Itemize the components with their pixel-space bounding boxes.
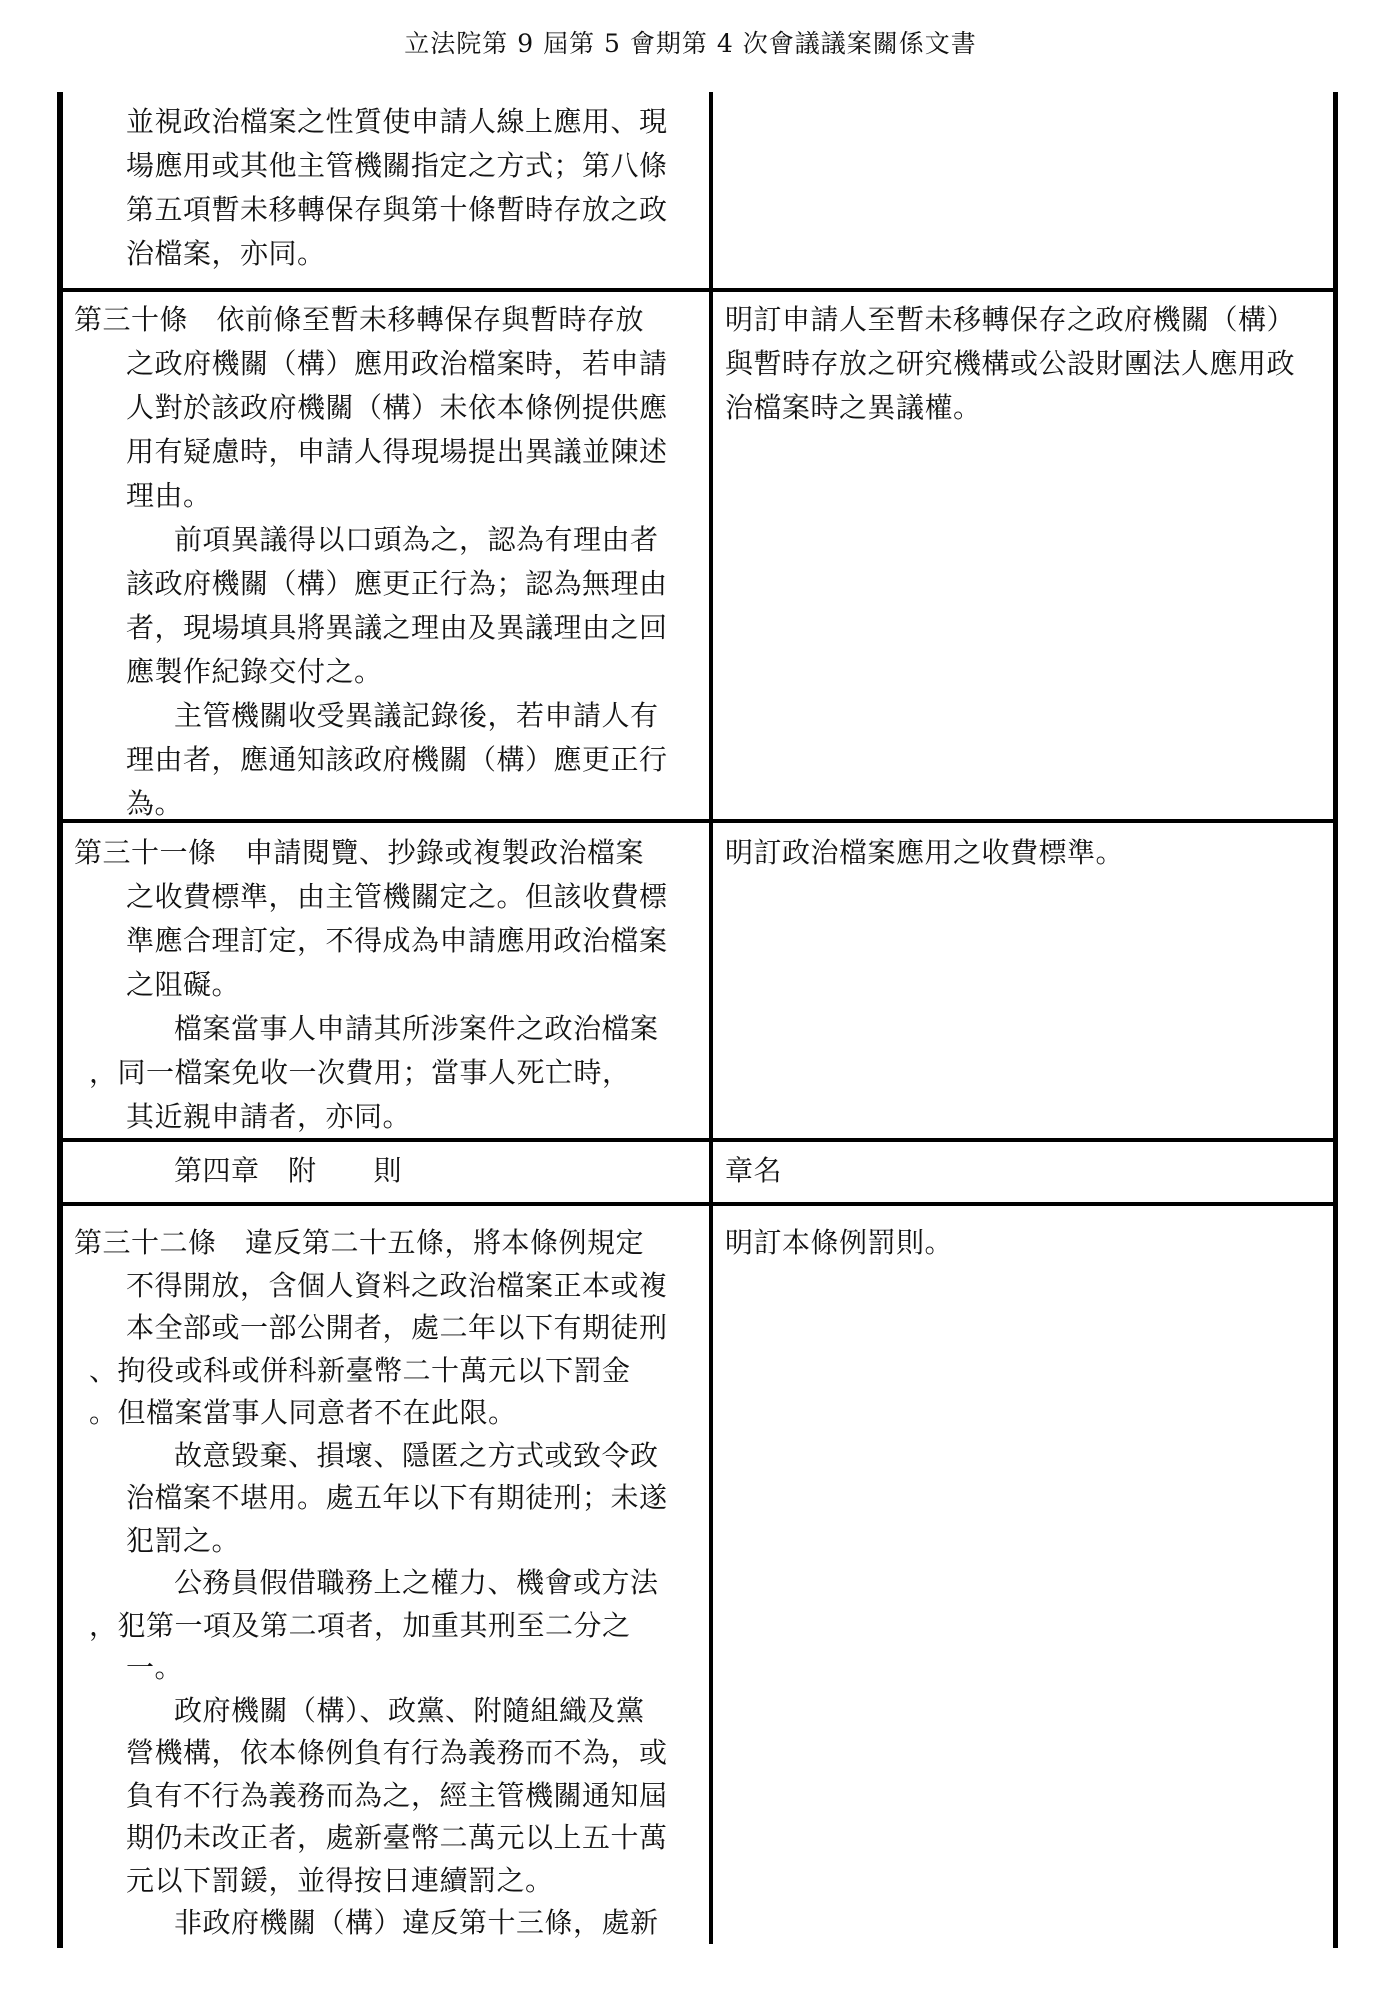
provision-cell: [63, 1142, 713, 1202]
text-line: 明訂申請人至暫未移轉保存之政府機關（構）: [725, 303, 1296, 336]
text-line: 場應用或其他主管機關指定之方式；第八條: [126, 149, 668, 182]
text-line: 一。: [126, 1651, 184, 1684]
text-line: 治檔案，亦同。: [126, 237, 326, 270]
row-article-32: [63, 1206, 1333, 1944]
provision-cell: [63, 92, 713, 288]
text-line: 應製作紀錄交付之。: [126, 655, 383, 688]
text-line: 主管機關收受異議記錄後，若申請人有: [174, 699, 659, 732]
text-line: ，犯第一項及第二項者，加重其刑至二分之: [89, 1608, 631, 1642]
text-line: ，同一檔案免收一次費用；當事人死亡時，: [89, 1056, 631, 1089]
text-line: 非政府機關（構）違反第十三條，處新: [174, 1906, 659, 1939]
text-line: 負有不行為義務而為之，經主管機關通知屆: [126, 1778, 668, 1812]
row-article-31: [63, 823, 1333, 1142]
text-line: 元以下罰鍰，並得按日連續罰之。: [126, 1863, 554, 1897]
explanation-cell: [713, 1142, 1333, 1202]
text-line: 營機構，依本條例負有行為義務而不為，或: [126, 1736, 668, 1769]
explanation-cell: [713, 823, 1333, 1138]
row-article-30: [63, 292, 1333, 823]
text-line: 第三十一條 申請閱覽、抄錄或複製政治檔案: [74, 836, 645, 869]
text-line: 理由者，應通知該政府機關（構）應更正行: [126, 743, 668, 776]
explanation-cell: [713, 92, 1333, 288]
provision-cell: [63, 823, 713, 1138]
text-line: 其近親申請者，亦同。: [126, 1100, 412, 1133]
text-line: 、拘役或科或併科新臺幣二十萬元以下罰金: [89, 1353, 631, 1387]
text-line: 並視政治檔案之性質使申請人線上應用、現: [126, 105, 668, 138]
text-line: 該政府機關（構）應更正行為；認為無理由: [126, 567, 668, 600]
provision-cell: [63, 292, 713, 819]
text-line: 明訂本條例罰則。: [725, 1226, 954, 1259]
text-line: 前項異議得以口頭為之，認為有理由者: [174, 523, 659, 556]
text-line: 之阻礙。: [126, 968, 241, 1001]
explanation-cell: [713, 292, 1333, 819]
text-line: 之收費標準，由主管機關定之。但該收費標: [126, 880, 668, 913]
text-line: 第四章 附 則: [174, 1154, 403, 1187]
text-line: 理由。: [126, 479, 212, 512]
text-line: 政府機關（構）、政黨、附隨組織及黨: [174, 1693, 645, 1727]
document-header-title: 立法院第 9 屆第 5 會期第 4 次會議議案關係文書: [404, 29, 977, 58]
text-line: 者，現場填具將異議之理由及異議理由之回: [126, 611, 668, 644]
text-line: 檔案當事人申請其所涉案件之政治檔案: [174, 1012, 659, 1045]
text-line: 之政府機關（構）應用政治檔案時，若申請: [126, 347, 668, 380]
explanation-cell: [713, 1206, 1333, 1944]
text-line: 犯罰之。: [126, 1523, 241, 1557]
relation-table: [57, 92, 1338, 1948]
text-line: 治檔案不堪用。處五年以下有期徒刑；未遂: [126, 1481, 668, 1514]
row-chapter-4-heading: [63, 1142, 1333, 1206]
text-line: 本全部或一部公開者，處二年以下有期徒刑: [126, 1311, 668, 1344]
text-line: 用有疑慮時，申請人得現場提出異議並陳述: [126, 435, 668, 468]
text-line: 不得開放，含個人資料之政治檔案正本或複: [126, 1268, 668, 1302]
text-line: 與暫時存放之研究機構或公設財團法人應用政: [725, 347, 1296, 380]
text-line: 為。: [126, 787, 184, 819]
text-line: 明訂政治檔案應用之收費標準。: [725, 836, 1125, 869]
text-line: 第五項暫未移轉保存與第十條暫時存放之政: [126, 193, 668, 226]
text-line: 。但檔案當事人同意者不在此限。: [89, 1396, 517, 1429]
text-line: 故意毀棄、損壞、隱匿之方式或致令政: [174, 1438, 659, 1472]
text-line: 期仍未改正者，處新臺幣二萬元以上五十萬: [126, 1821, 668, 1854]
text-line: 準應合理訂定，不得成為申請應用政治檔案: [126, 924, 668, 957]
row-continuation: [63, 92, 1333, 292]
text-line: 公務員假借職務上之權力、機會或方法: [174, 1566, 659, 1599]
text-line: 人對於該政府機關（構）未依本條例提供應: [126, 391, 668, 424]
text-line: 治檔案時之異議權。: [725, 391, 982, 424]
provision-cell: [63, 1206, 713, 1944]
text-line: 第三十二條 違反第二十五條，將本條例規定: [74, 1226, 645, 1259]
text-line: 第三十條 依前條至暫未移轉保存與暫時存放: [74, 303, 645, 336]
text-line: 章名: [725, 1154, 783, 1187]
